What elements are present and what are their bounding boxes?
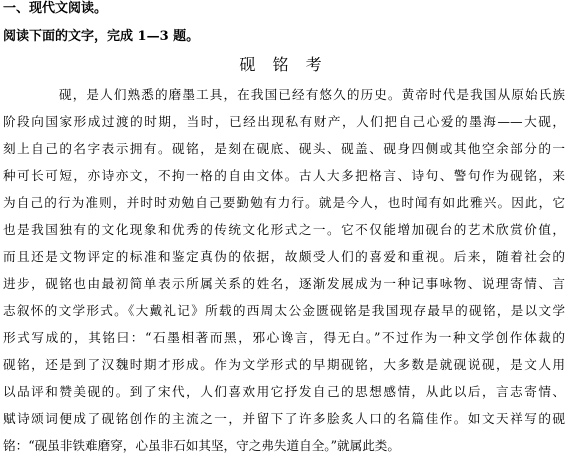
article-line: 赋诗颂词便成了砚铭创作的主流之一，并留下了许多脍炙人口的名篇佳作。如文天祥写的砚 — [3, 411, 565, 426]
article-line: 志叙怀的文学形式。《大戴礼记》所载的西周太公金匮砚铭是我国现存最早的砚铭，是以文学 — [3, 303, 565, 318]
article-line: 进步，砚铭也由最初简单表示所属关系的姓名，逐渐发展成为一种记事咏物、说理寄情、言 — [3, 276, 565, 291]
article-line: 砚铭，还是到了汉魏时期才形成。作为文学形式的早期砚铭，大多数是就砚说砚，是文人用 — [3, 357, 565, 372]
article-line: 形式写成的，其铭曰：“石墨相著而黑，邪心谗言，得无白。”不过作为一种文学创作体裁的 — [3, 330, 565, 345]
article-line: 阶段向国家形成过渡的时期，当时，已经出现私有财产，人们把自己心爱的墨海——大砚， — [3, 114, 565, 129]
article-body — [3, 81, 565, 459]
article-line: 而且还是文物评定的标准和鉴定真伪的依据，故颇受人们的喜爱和重视。后来，随着社会的 — [3, 249, 565, 264]
article-title: 砚 铭 考 — [239, 55, 328, 74]
article-line: 以品评和赞美砚的。到了宋代，人们喜欢用它抒发自己的思想感情，从此以后，言志寄情、 — [3, 384, 565, 399]
article-line: 种可长可短，亦诗亦文，不拘一格的自由文体。古人大多把格言、诗句、警句作为砚铭，来 — [3, 168, 565, 183]
article-line: 刻上自己的名字表示拥有。砚铭，是刻在砚底、砚头、砚盖、砚身四侧或其他空余部分的一 — [3, 141, 565, 156]
instruction-text: 阅读下面的文字，完成 1—3 题。 — [3, 29, 200, 44]
article-line: 也是我国独有的文化现象和优秀的传统文化形式之一。它不仅能增加砚台的艺术欣赏价值， — [3, 222, 565, 237]
article-line: 为自己的行为准则，并时时劝勉自己要勤勉有力行。就是今人，也时闻有如此雅兴。因此，它 — [3, 195, 565, 210]
section-heading: 一、现代文阅读。 — [3, 1, 108, 16]
article-line: 砚，是人们熟悉的磨墨工具，在我国已经有悠久的历史。黄帝时代是我国从原始氏族 — [59, 87, 565, 102]
article-line: 铭：“砚虽非铁难磨穿，心虽非石如其坚，守之弗失道自全。”就属此类。 — [3, 438, 400, 453]
